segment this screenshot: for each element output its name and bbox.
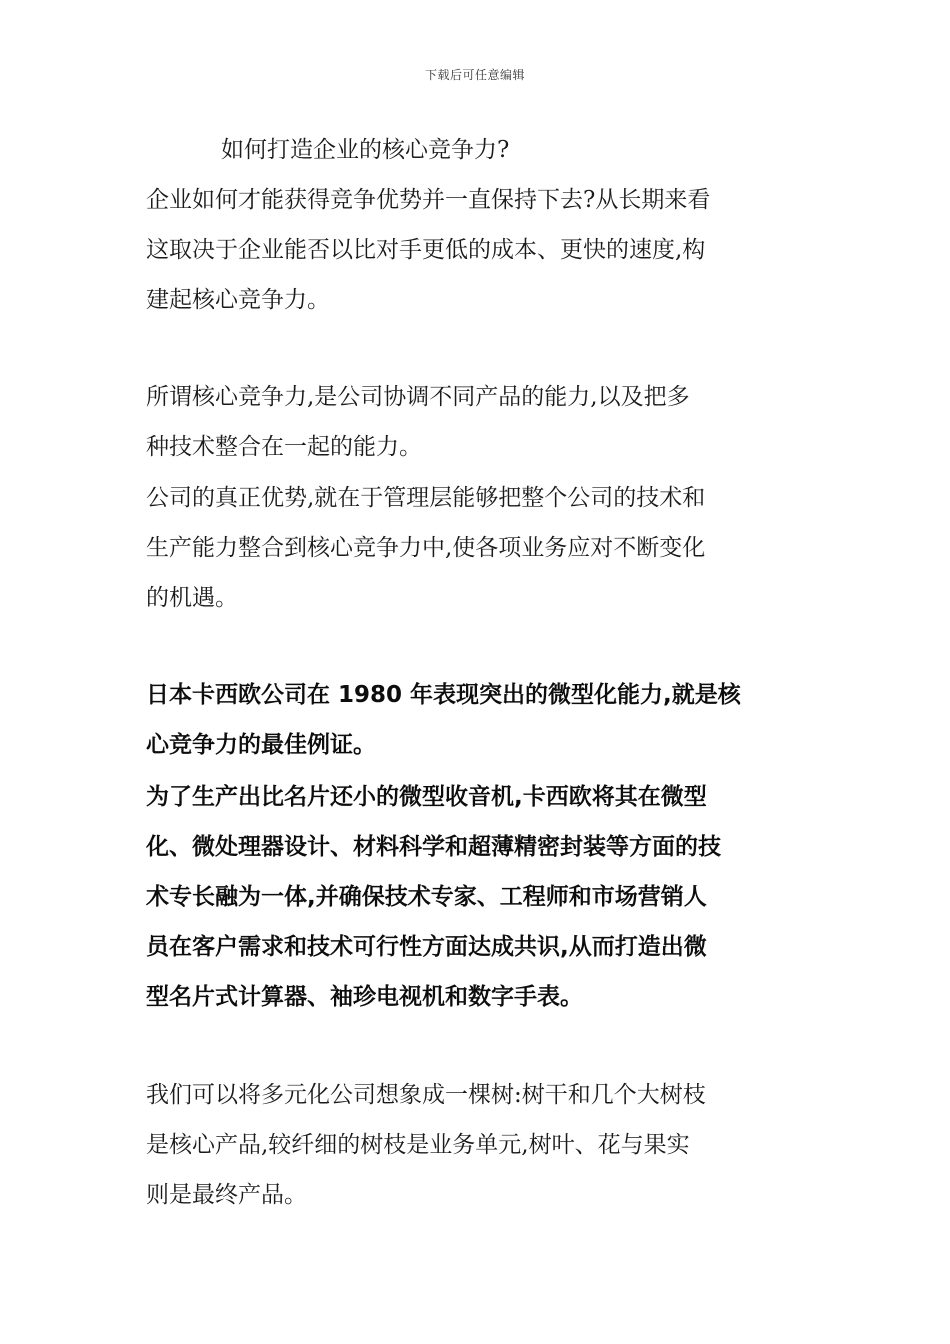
paragraph-line: 型名片式计算器、袖珍电视机和数字手表。 [146, 984, 583, 1010]
paragraph-line: 这取决于企业能否以比对手更低的成本、更快的速度,构 [146, 237, 706, 263]
paragraph-line: 公司的真正优势,就在于管理层能够把整个公司的技术和 [146, 485, 706, 511]
paragraph-line: 术专长融为一体,并确保技术专家、工程师和市场营销人 [146, 884, 707, 910]
paragraph-line: 生产能力整合到核心竞争力中,使各项业务应对不断变化 [146, 535, 706, 561]
paragraph-line: 我们可以将多元化公司想象成一棵树:树干和几个大树枝 [146, 1082, 706, 1108]
paragraph-line: 建起核心竞争力。 [146, 287, 330, 313]
paragraph-4-bold [146, 670, 810, 770]
paragraph-2 [146, 372, 810, 472]
paragraph-line: 所谓核心竞争力,是公司协调不同产品的能力,以及把多 [146, 384, 690, 410]
paragraph-line: 为了生产出比名片还小的微型收音机,卡西欧将其在微型 [146, 784, 707, 810]
header-note: 下载后可任意编辑 [424, 68, 525, 82]
paragraph-line: 心竞争力的最佳例证。 [146, 732, 376, 758]
paragraph-line: 则是最终产品。 [146, 1182, 307, 1208]
paragraph-6 [146, 1070, 810, 1220]
paragraph-line: 的机遇。 [146, 585, 238, 611]
paragraph-line: 员在客户需求和技术可行性方面达成共识,从而打造出微 [146, 934, 707, 960]
paragraph-1 [146, 175, 810, 325]
document-title: 如何打造企业的核心竞争力? [221, 137, 510, 163]
paragraph-line: 是核心产品,较纤细的树枝是业务单元,树叶、花与果实 [146, 1132, 690, 1158]
paragraph-3 [146, 473, 810, 623]
paragraph-5-bold [146, 772, 810, 1022]
paragraph-line: 种技术整合在一起的能力。 [146, 434, 422, 460]
paragraph-line: 日本卡西欧公司在 1980 年表现突出的微型化能力,就是核 [146, 682, 741, 708]
paragraph-line: 化、微处理器设计、材料科学和超薄精密封装等方面的技 [146, 834, 721, 860]
paragraph-line: 企业如何才能获得竞争优势并一直保持下去?从长期来看 [146, 187, 711, 213]
